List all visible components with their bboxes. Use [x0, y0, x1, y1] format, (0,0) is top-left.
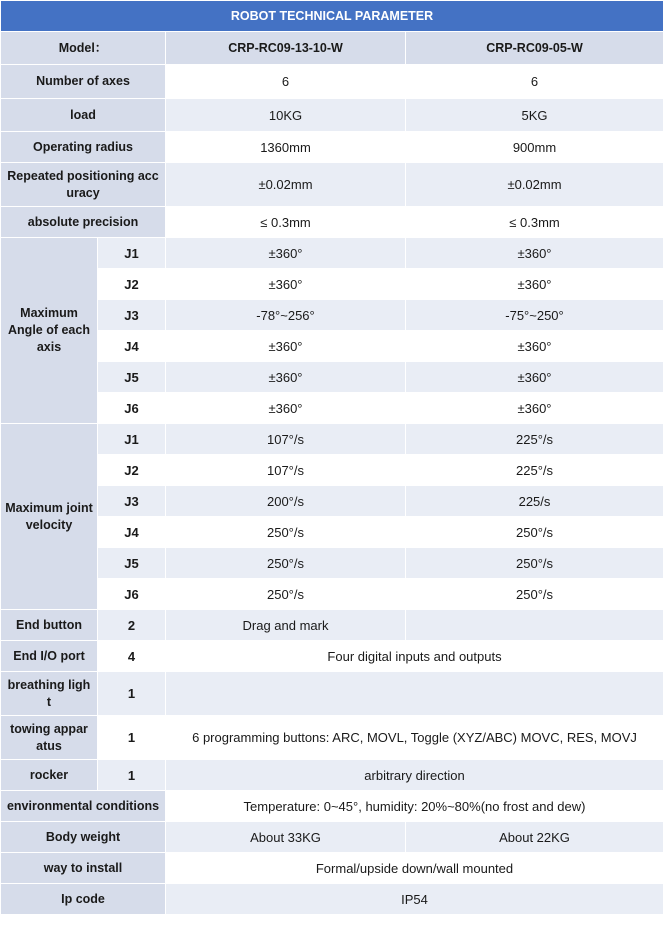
row-label: load — [1, 99, 166, 132]
joint-label: J4 — [98, 517, 166, 548]
end-io-label: End I/O port — [1, 641, 98, 672]
breathing-light-label: breathing ligh t — [1, 672, 98, 716]
value-a: 250°/s — [166, 548, 406, 579]
rocker-value: arbitrary direction — [166, 760, 663, 791]
velocity-group-label: Maximum joint velocity — [1, 424, 98, 610]
towing-value: 6 programming buttons: ARC, MOVL, Toggle (XYZ/ABC) MOVC, RES, MOVJ — [166, 716, 663, 760]
joint-label: J2 — [98, 269, 166, 300]
value-b: 250°/s — [406, 579, 663, 610]
end-io-value: Four digital inputs and outputs — [166, 641, 663, 672]
value-b: 225°/s — [406, 455, 663, 486]
joint-label: J1 — [98, 238, 166, 269]
value-b: ≤ 0.3mm — [406, 207, 663, 238]
value-a: 10KG — [166, 99, 406, 132]
value-a: 107°/s — [166, 424, 406, 455]
value-a: ±360° — [166, 269, 406, 300]
value-b: ±360° — [406, 238, 663, 269]
value-b: ±360° — [406, 393, 663, 424]
environment-value: Temperature: 0~45°, humidity: 20%~80%(no frost and dew) — [166, 791, 663, 822]
value-a: ≤ 0.3mm — [166, 207, 406, 238]
model-a: CRP-RC09-13-10-W — [166, 32, 406, 65]
value-b: ±0.02mm — [406, 163, 663, 207]
environment-label: environmental conditions — [1, 791, 166, 822]
value-a: -78°~256° — [166, 300, 406, 331]
towing-label: towing appar atus — [1, 716, 98, 760]
rocker-label: rocker — [1, 760, 98, 791]
value-a: 200°/s — [166, 486, 406, 517]
breathing-light-value — [166, 672, 663, 716]
joint-label: J6 — [98, 393, 166, 424]
value-a: ±360° — [166, 238, 406, 269]
table-title: ROBOT TECHNICAL PARAMETER — [1, 1, 663, 32]
value-a: 250°/s — [166, 579, 406, 610]
value-b: 5KG — [406, 99, 663, 132]
model-label: Model： — [1, 32, 166, 65]
value-a: ±360° — [166, 362, 406, 393]
install-label: way to install — [1, 853, 166, 884]
end-io-count: 4 — [98, 641, 166, 672]
end-button-value: Drag and mark — [166, 610, 406, 641]
value-a: 250°/s — [166, 517, 406, 548]
joint-label: J6 — [98, 579, 166, 610]
ip-code-value: IP54 — [166, 884, 663, 915]
value-b: 900mm — [406, 132, 663, 163]
value-b: ±360° — [406, 362, 663, 393]
value-a: 1360mm — [166, 132, 406, 163]
joint-label: J5 — [98, 362, 166, 393]
value-b: ±360° — [406, 269, 663, 300]
row-label: Repeated positioning acc uracy — [1, 163, 166, 207]
towing-count: 1 — [98, 716, 166, 760]
end-button-empty — [406, 610, 663, 641]
body-weight-a: About 33KG — [166, 822, 406, 853]
value-a: 6 — [166, 65, 406, 99]
angle-group-label: Maximum Angle of each axis — [1, 238, 98, 424]
row-label: absolute precision — [1, 207, 166, 238]
value-a: ±360° — [166, 331, 406, 362]
value-b: 250°/s — [406, 517, 663, 548]
end-button-label: End button — [1, 610, 98, 641]
body-weight-label: Body weight — [1, 822, 166, 853]
row-label: Operating radius — [1, 132, 166, 163]
end-button-count: 2 — [98, 610, 166, 641]
install-value: Formal/upside down/wall mounted — [166, 853, 663, 884]
body-weight-b: About 22KG — [406, 822, 663, 853]
model-b: CRP-RC09-05-W — [406, 32, 663, 65]
ip-code-label: Ip code — [1, 884, 166, 915]
rocker-count: 1 — [98, 760, 166, 791]
breathing-light-count: 1 — [98, 672, 166, 716]
joint-label: J3 — [98, 300, 166, 331]
joint-label: J3 — [98, 486, 166, 517]
row-label: Number of axes — [1, 65, 166, 99]
value-b: 6 — [406, 65, 663, 99]
joint-label: J4 — [98, 331, 166, 362]
value-b: -75°~250° — [406, 300, 663, 331]
value-a: ±360° — [166, 393, 406, 424]
value-b: ±360° — [406, 331, 663, 362]
joint-label: J5 — [98, 548, 166, 579]
joint-label: J1 — [98, 424, 166, 455]
joint-label: J2 — [98, 455, 166, 486]
value-a: ±0.02mm — [166, 163, 406, 207]
value-a: 107°/s — [166, 455, 406, 486]
value-b: 225/s — [406, 486, 663, 517]
value-b: 225°/s — [406, 424, 663, 455]
value-b: 250°/s — [406, 548, 663, 579]
